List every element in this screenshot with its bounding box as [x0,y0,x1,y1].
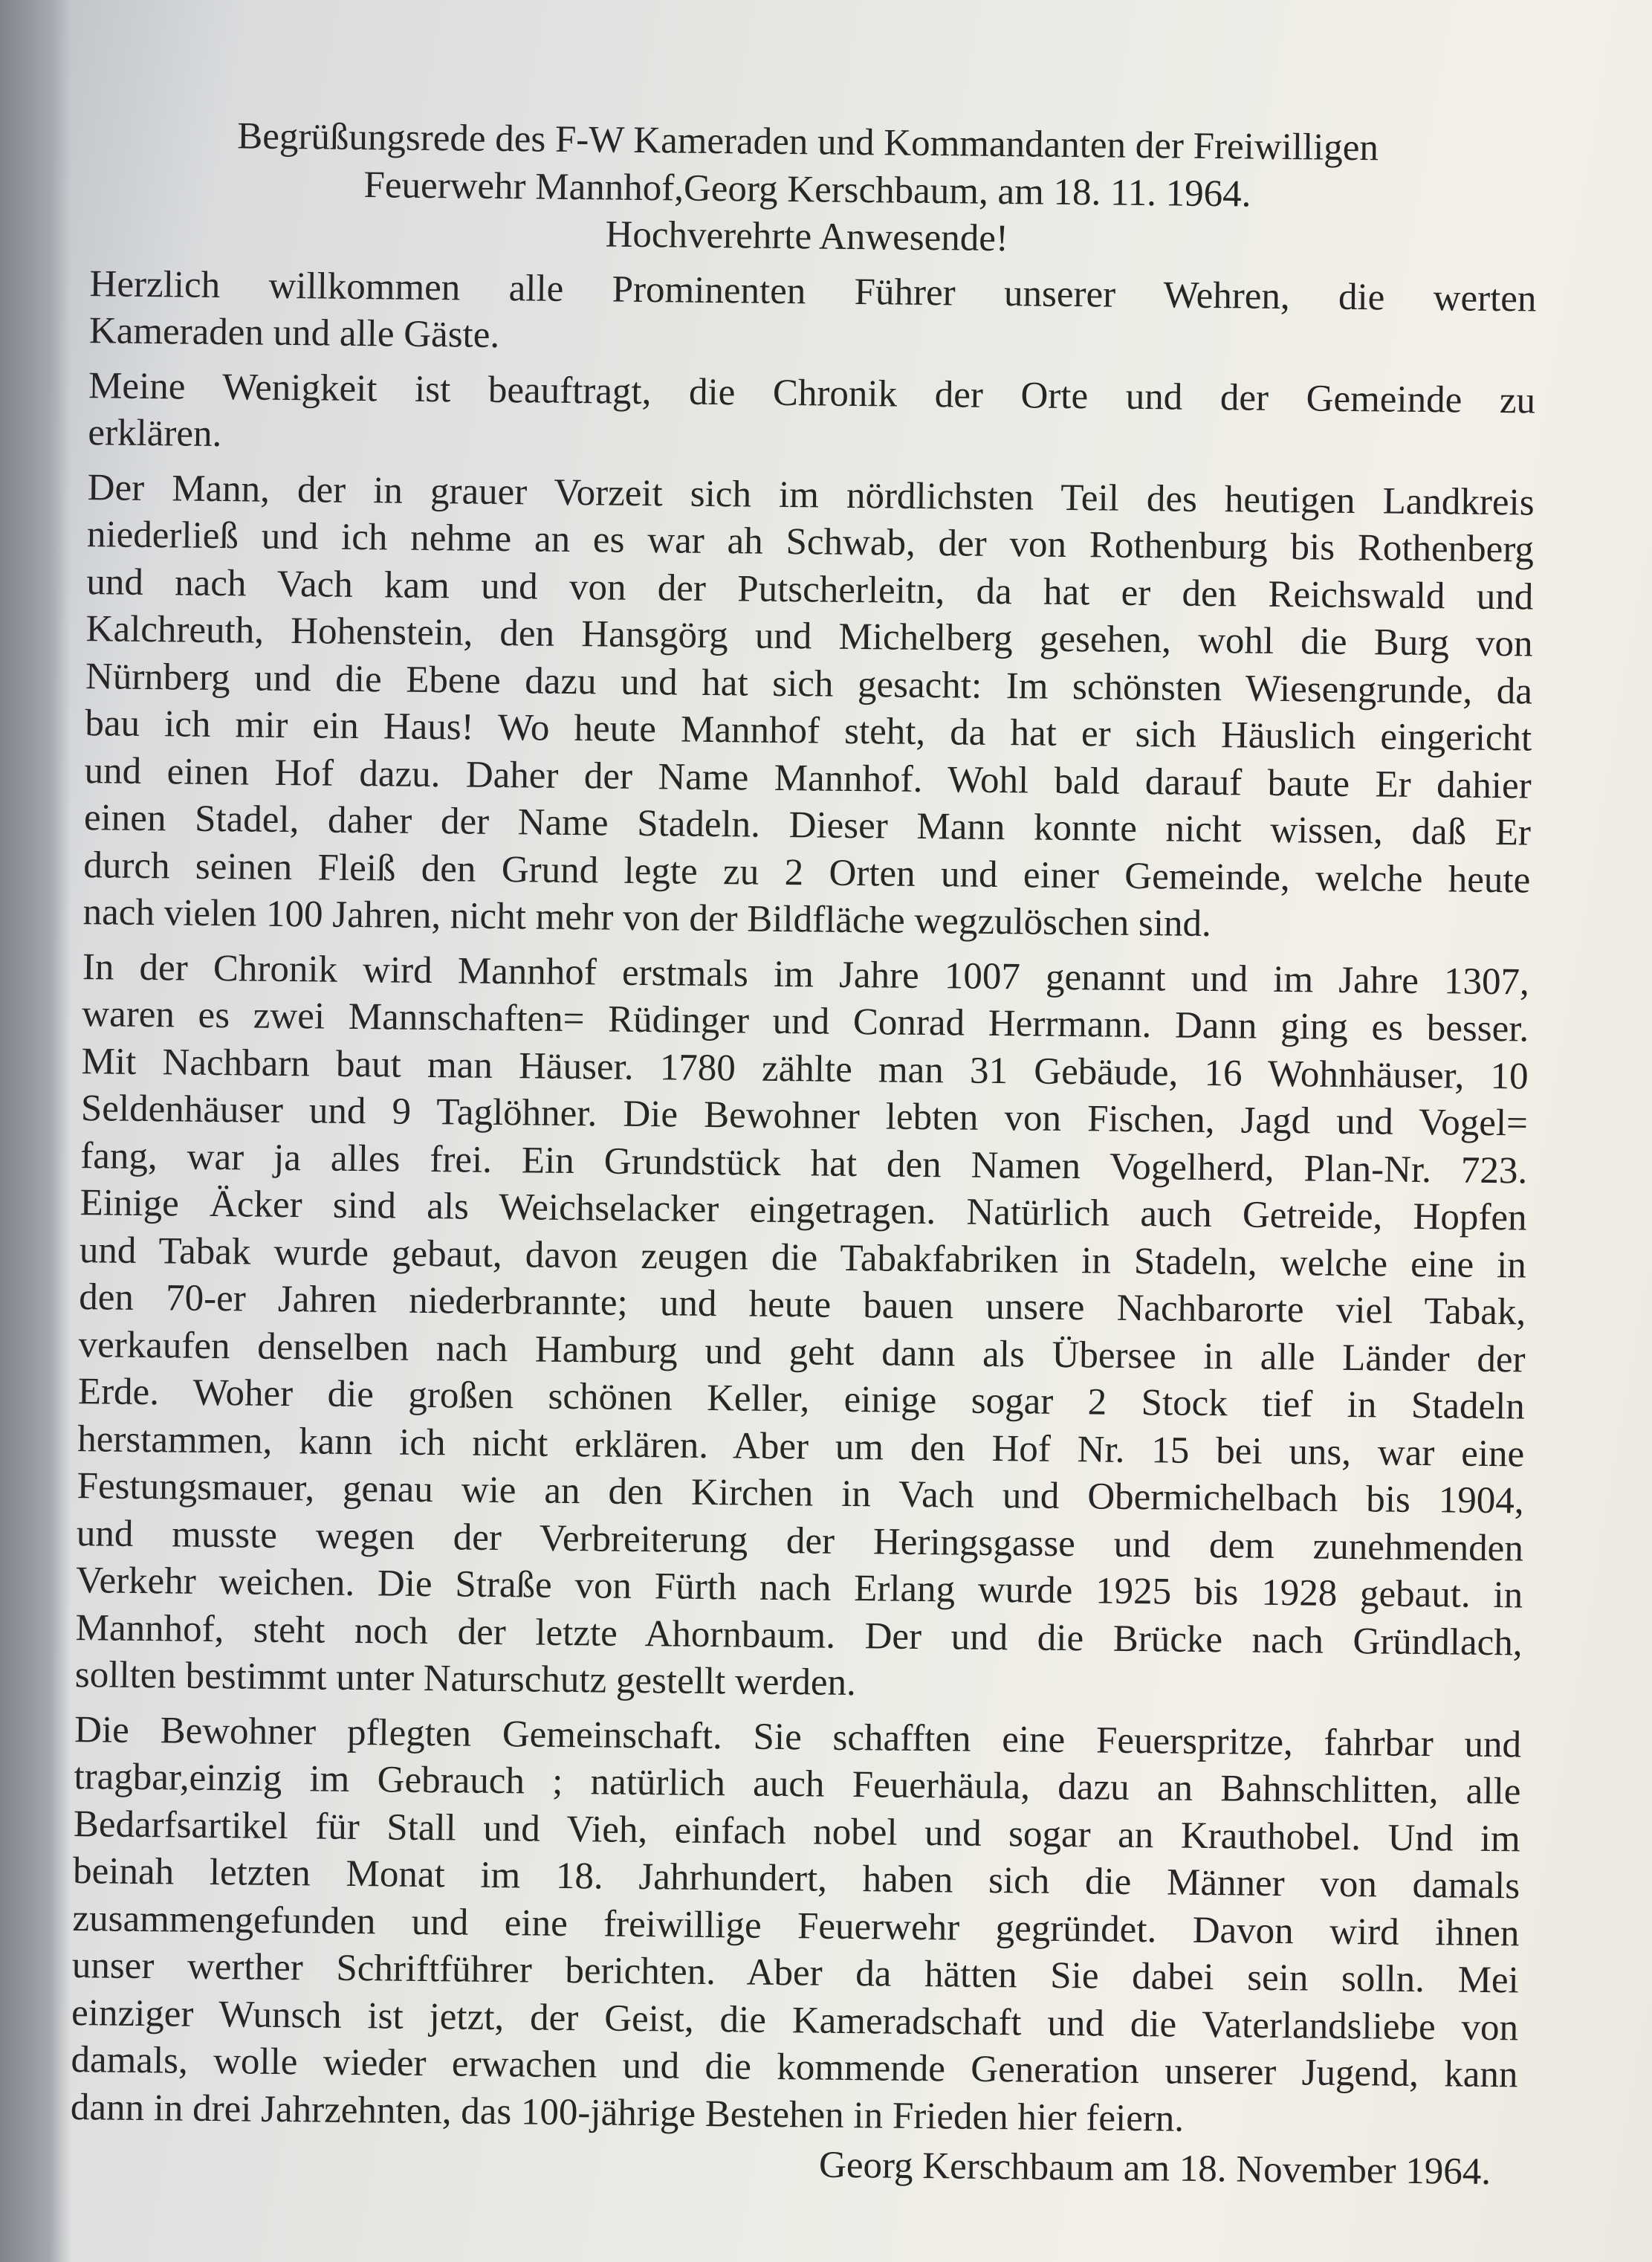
text-line: einziger Wunsch ist jetzt, der Geist, die Kameradschaft und die Vaterlandsliebe von [71,1991,1519,2049]
text-line: Einige Äcker sind als Weichselacker eingetragen. Natürlich auch Getreide, Hopfen [80,1182,1527,1239]
text-line: niederließ und ich nehme an es war ah Schwab, der von Rothenburg bis Rothenberg [86,514,1535,571]
heading-greeting: Hochverehrte Anwesende! [605,213,1009,260]
text-line: und musste wegen der Verbreiterung der Heringsgasse und dem zunehmenden [76,1512,1524,1569]
paragraph-task [74,362,1535,472]
text-line: einen Stadel, daher der Name Stadeln. Dieser Mann konnte nicht wissen, daß Er [83,797,1532,854]
speech-heading [77,112,1538,268]
text-line: bau ich mir ein Haus! Wo heute Mannhof steht, da hat er sich Häuslich eingericht [85,702,1532,760]
text-line: beinah letzten Monat im 18. Jahrhundert, haben sich die Männer von damals [72,1850,1520,1907]
text-line: den 70-er Jahren niederbrannte; und heute bauen unsere Nachbarorte viel Tabak, [79,1276,1526,1334]
paragraph-origin [69,464,1535,951]
text-line: und nach Vach kam und von der Putscherleitn, da hat er den Reichswald und [86,560,1534,618]
text-line: zusammengefunden und eine freiwillige Feuerwehr gegründet. Davon wird ihnen [72,1897,1520,1954]
text-line: herstammen, kann ich nicht erklären. Aber um den Hof Nr. 15 bei uns, war eine [77,1418,1525,1475]
text-line: dann in drei Jahrzehnten, das 100-jährige Bestehen in Frieden hier feiern. [70,2086,1185,2140]
text-line: Mit Nachbarn baut man Häuser. 1780 zählte man 31 Gebäude, 16 Wohnhäuser, 10 [81,1040,1529,1098]
paragraph-welcome [76,260,1537,370]
text-line: Festungsmauer, genau wie an den Kirchen in Vach und Obermichelbach bis 1904, [77,1465,1524,1522]
text-line: Mannhof, steht noch der letzte Ahornbaum. Der und die Brücke nach Gründlach, [75,1606,1523,1664]
paragraph-chronicle [62,943,1530,1714]
text-line: unser werther Schriftführer berichten. Aber da hätten Sie dabei sein solln. Mei [71,1945,1520,2002]
text-line: Herzlich willkommen alle Prominenten Führer unserer Wehren, die werten [89,262,1537,320]
text-line: Kameraden und alle Gäste. [88,310,500,356]
text-line: waren es zwei Mannschaften= Rüdinger und Conrad Herrmann. Dann ging es besser. [81,993,1529,1050]
text-line: Kalchreuth, Hohenstein, den Hansgörg und Michelberg gesehen, wohl die Burg von [85,608,1533,665]
text-line: Bedarfsartikel für Stall und Vieh, einfach nobel und sogar an Krauthobel. Und im [73,1803,1521,1860]
text-line: Der Mann, der in grauer Vorzeit sich im nördlichsten Teil des heutigen Landkreis [87,466,1535,524]
text-line: nach vielen 100 Jahren, nicht mehr von der Bildfläche wegzulöschen sind. [82,891,1212,946]
text-line: tragbar,einzig im Gebrauch ; natürlich auch Feuerhäula, dazu an Bahnschlitten, alle [74,1756,1521,1813]
text-line: Seldenhäuser und 9 Taglöhner. Die Bewohner lebten von Fischen, Jagd und Vogel= [80,1088,1529,1145]
signature-line: Georg Kerschbaum am 18. November 1964. [818,2144,1491,2194]
text-line: Verkehr weichen. Die Straße von Fürth nach Erlang wurde 1925 bis 1928 gebaut. in [76,1560,1523,1617]
text-line: Meine Wenigkeit ist beauftragt, die Chronik der Orte und der Gemeinde zu [88,364,1536,422]
document-body [56,112,1538,2197]
text-line: damals, wolle wieder erwachen und die kommende Generation unserer Jugend, kann [71,2039,1518,2096]
text-line: Die Bewohner pflegten Gemeinschaft. Sie schafften eine Feuerspritze, fahrbar und [74,1708,1522,1765]
heading-line: Begrüßungsrede des F-W Kameraden und Kommandanten der Freiwilligen [236,115,1379,169]
text-line: und Tabak wurde gebaut, davon zeugen die Tabakfabriken in Stadeln, welche eine in [79,1229,1527,1286]
text-line: Erde. Woher die großen schönen Keller, einige sogar 2 Stock tief in Stadeln [77,1371,1526,1428]
heading-line: Feuerwehr Mannhof,Georg Kerschbaum, am 18. 11. 1964. [363,164,1251,216]
text-line: und einen Hof dazu. Daher der Name Mannhof. Wohl bald darauf baute Er dahier [84,749,1532,807]
text-line: durch seinen Fleiß den Grund legte zu 2 Orten und einer Gemeinde, welche heute [83,844,1531,902]
text-line: fang, war ja alles frei. Ein Grundstück hat den Namen Vogelherd, Plan-Nr. 723. [80,1134,1528,1192]
text-line: erklären. [88,412,222,456]
text-line: In der Chronik wird Mannhof erstmals im Jahre 1007 genannt und im Jahre 1307, [82,946,1530,1004]
text-line: Nürnberg und die Ebene dazu und hat sich gesacht: Im schönsten Wiesengrunde, da [85,655,1533,713]
paragraph-community [57,1706,1522,2146]
text-line: sollten bestimmt unter Naturschutz gestellt werden. [74,1654,857,1704]
text-line: verkaufen denselben nach Hamburg und geht dann als Übersee in alle Länder der [78,1323,1526,1380]
